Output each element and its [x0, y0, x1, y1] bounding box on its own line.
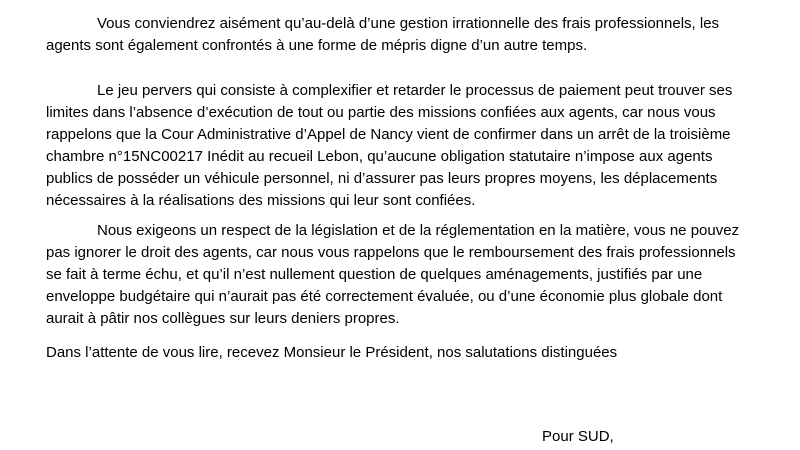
signature [542, 426, 742, 448]
text-line: rappelons que la Cour Administrative d’Appel de Nancy vient de confirmer dans un arrêt de la troisième [46, 126, 731, 143]
text-line: Le jeu pervers qui consiste à complexifier et retarder le processus de paiement peut trouver ses [97, 82, 733, 99]
text-line: pas ignorer le droit des agents, car nous vous rappelons que le remboursement des frais professionnels [46, 244, 736, 261]
text-line: publics de posséder un véhicule personnel, ni d’assurer pas leurs propres moyens, les déplacements [46, 170, 718, 187]
signature-text: Pour SUD, [542, 428, 614, 445]
text-line: agents sont également confrontés à une forme de mépris digne d’un autre temps. [46, 37, 588, 54]
closing-line [46, 342, 766, 364]
paragraph-1 [46, 13, 766, 57]
text-line: chambre n°15NC00217 Inédit au recueil Lebon, qu’aucune obligation statutaire n’impose aux agents [46, 148, 713, 165]
paragraph-3 [46, 220, 766, 330]
text-line: Dans l’attente de vous lire, recevez Monsieur le Président, nos salutations distinguées [46, 344, 618, 361]
text-line: enveloppe budgétaire qui n’aurait pas été correctement évaluée, ou d’une économie plus globale dont [46, 288, 723, 305]
paragraph-2 [46, 80, 766, 212]
text-line: nécessaires à la réalisations des missions qui leur sont confiées. [46, 192, 476, 209]
text-line: Nous exigeons un respect de la législation et de la réglementation en la matière, vous ne pouvez [97, 222, 740, 239]
text-line: se fait à terme échu, et qu’il n’est nullement question de quelques aménagements, justifiés par une [46, 266, 703, 283]
text-line: Vous conviendrez aisément qu’au-delà d’une gestion irrationnelle des frais professionnels, les [97, 15, 720, 32]
text-line: limites dans l’absence d’exécution de tout ou partie des missions confiées aux agents, car nous vous [46, 104, 716, 121]
text-line: aurait à pâtir nos collègues sur leurs deniers propres. [46, 310, 400, 327]
